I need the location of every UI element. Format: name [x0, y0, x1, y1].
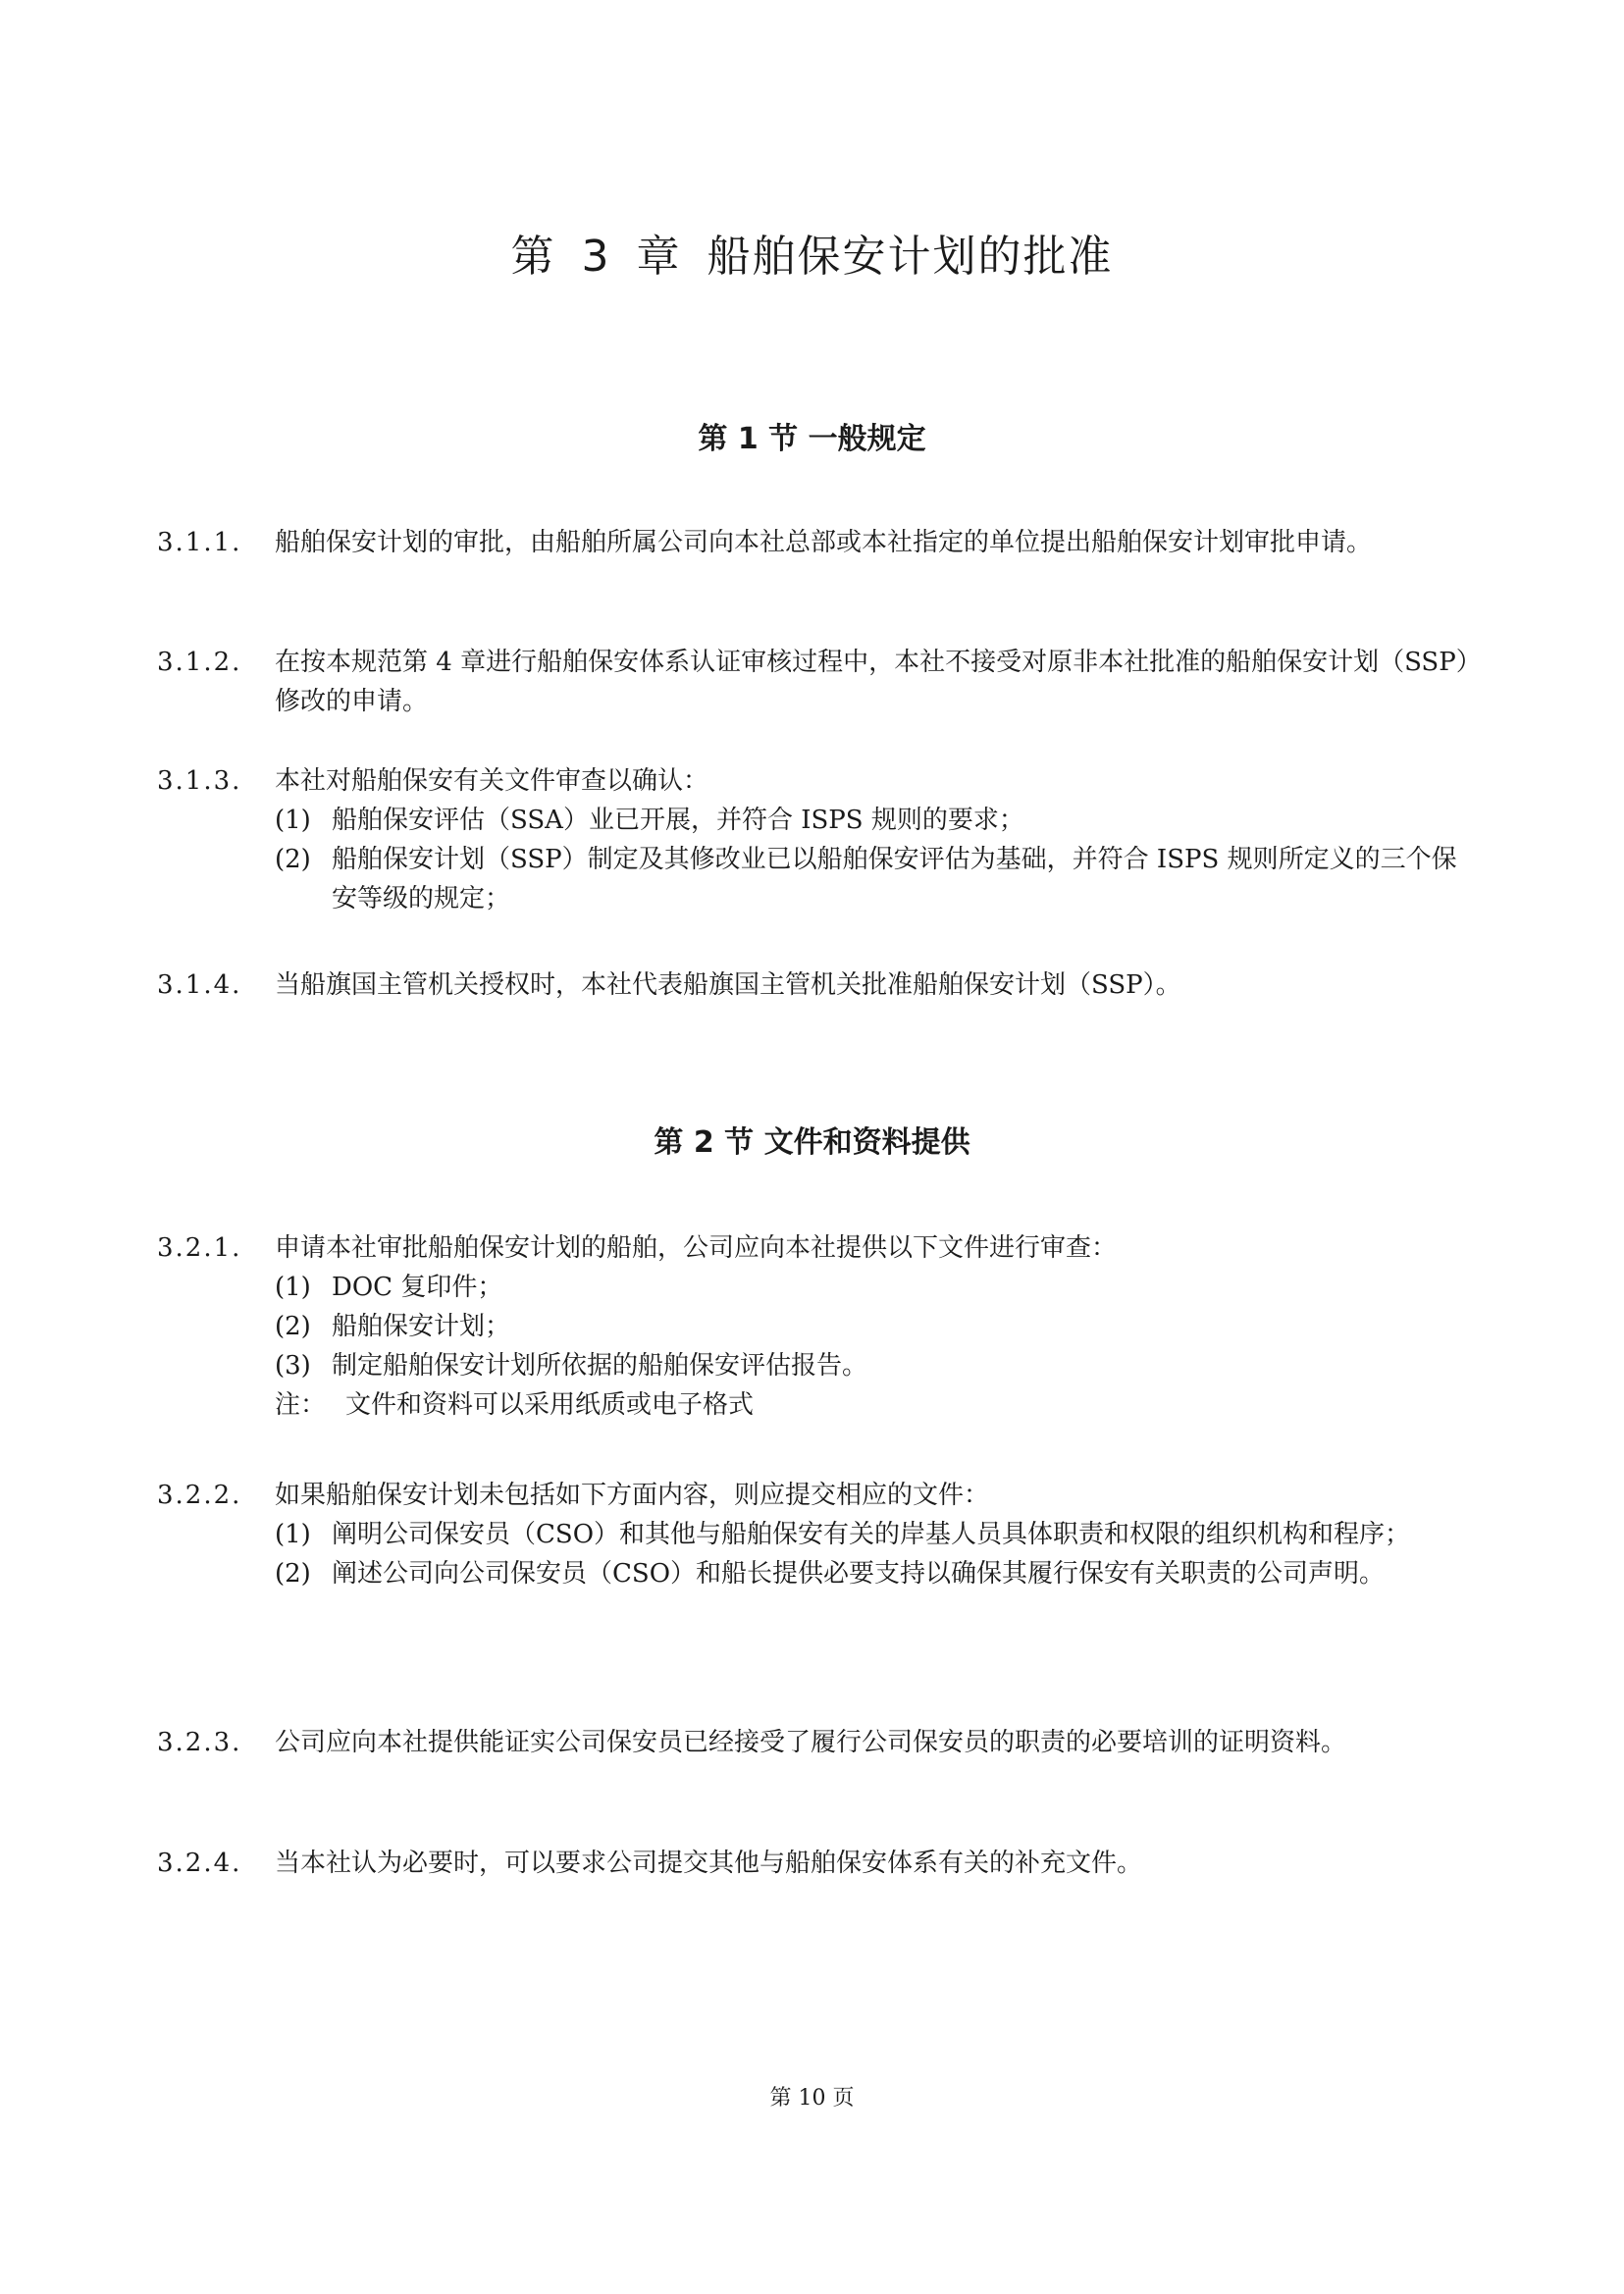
clause-text: 当船旗国主管机关授权时，本社代表船旗国主管机关批准船舶保安计划（SSP）。 — [275, 970, 1181, 1000]
note-text: 文件和资料可以采用纸质或电子格式 — [345, 1390, 755, 1420]
list-item-text: DOC 复印件； — [332, 1273, 503, 1302]
note-label: 注： — [275, 1390, 327, 1420]
clause-3-2-1 — [157, 1228, 1482, 1425]
list-marker: (2) — [275, 1559, 311, 1589]
list-item — [275, 1515, 1482, 1554]
list-item — [275, 1268, 1482, 1307]
clause-3-1-4 — [157, 965, 1482, 1005]
clause-number: 3.1.2. — [157, 648, 242, 677]
page-number: 第 10 页 — [769, 2086, 855, 2111]
note — [275, 1385, 1482, 1425]
list-item — [275, 1307, 1482, 1346]
list-item-text: 船舶保安计划（SSP）制定及其修改业已以船舶保安评估为基础，并符合 ISPS 规则所定义的三个保安等级的规定； — [332, 845, 1457, 913]
list-marker: (3) — [275, 1351, 311, 1381]
clause-3-2-2 — [157, 1476, 1482, 1593]
clause-number: 3.1.4. — [157, 970, 242, 1000]
clause-text: 船舶保安计划的审批，由船舶所属公司向本社总部或本社指定的单位提出船舶保安计划审批申请。 — [275, 528, 1373, 557]
clause-3-1-2 — [157, 643, 1482, 721]
clause-text: 在按本规范第 4 章进行船舶保安体系认证审核过程中，本社不接受对原非本社批准的船舶保安计划（SSP）修改的申请。 — [275, 648, 1482, 716]
clause-3-1-3 — [157, 761, 1482, 918]
list-marker: (1) — [275, 1273, 311, 1302]
clause-3-2-3 — [157, 1723, 1482, 1762]
chapter-title: 第 3 章 船舶保安计划的批准 — [510, 232, 1114, 282]
clause-3-2-4 — [157, 1844, 1482, 1883]
clause-number: 3.2.2. — [157, 1481, 242, 1510]
section-title-1: 第 1 节 一般规定 — [698, 422, 926, 456]
list-item-text: 阐明公司保安员（CSO）和其他与船舶保安有关的岸基人员具体职责和权限的组织机构和程序； — [332, 1520, 1411, 1549]
clause-text: 申请本社审批船舶保安计划的船舶，公司应向本社提供以下文件进行审查： — [275, 1233, 1118, 1263]
list-item-text: 船舶保安计划； — [332, 1312, 511, 1341]
list-item — [275, 1554, 1482, 1593]
list-item — [275, 840, 1482, 918]
clause-number: 3.2.4. — [157, 1849, 242, 1878]
list-marker: (1) — [275, 1520, 311, 1549]
clause-3-1-1 — [157, 523, 1482, 562]
list-item — [275, 801, 1482, 840]
clause-text: 如果船舶保安计划未包括如下方面内容，则应提交相应的文件： — [275, 1481, 990, 1510]
clause-number: 3.2.1. — [157, 1233, 242, 1263]
clause-number: 3.1.1. — [157, 528, 242, 557]
clause-number: 3.2.3. — [157, 1728, 242, 1757]
list-marker: (2) — [275, 845, 311, 874]
clause-text: 本社对船舶保安有关文件审查以确认： — [275, 766, 709, 796]
list-marker: (1) — [275, 806, 311, 835]
clause-text: 当本社认为必要时，可以要求公司提交其他与船舶保安体系有关的补充文件。 — [275, 1849, 1143, 1878]
list-item-text: 制定船舶保安计划所依据的船舶保安评估报告。 — [332, 1351, 868, 1381]
list-item-text: 船舶保安评估（SSA）业已开展，并符合 ISPS 规则的要求； — [332, 806, 1024, 835]
list-marker: (2) — [275, 1312, 311, 1341]
clause-number: 3.1.3. — [157, 766, 242, 796]
section-title-2: 第 2 节 文件和资料提供 — [654, 1125, 970, 1160]
list-item-text: 阐述公司向公司保安员（CSO）和船长提供必要支持以确保其履行保安有关职责的公司声明。 — [332, 1559, 1386, 1589]
clause-text: 公司应向本社提供能证实公司保安员已经接受了履行公司保安员的职责的必要培训的证明资料。 — [275, 1728, 1347, 1757]
list-item — [275, 1346, 1482, 1385]
